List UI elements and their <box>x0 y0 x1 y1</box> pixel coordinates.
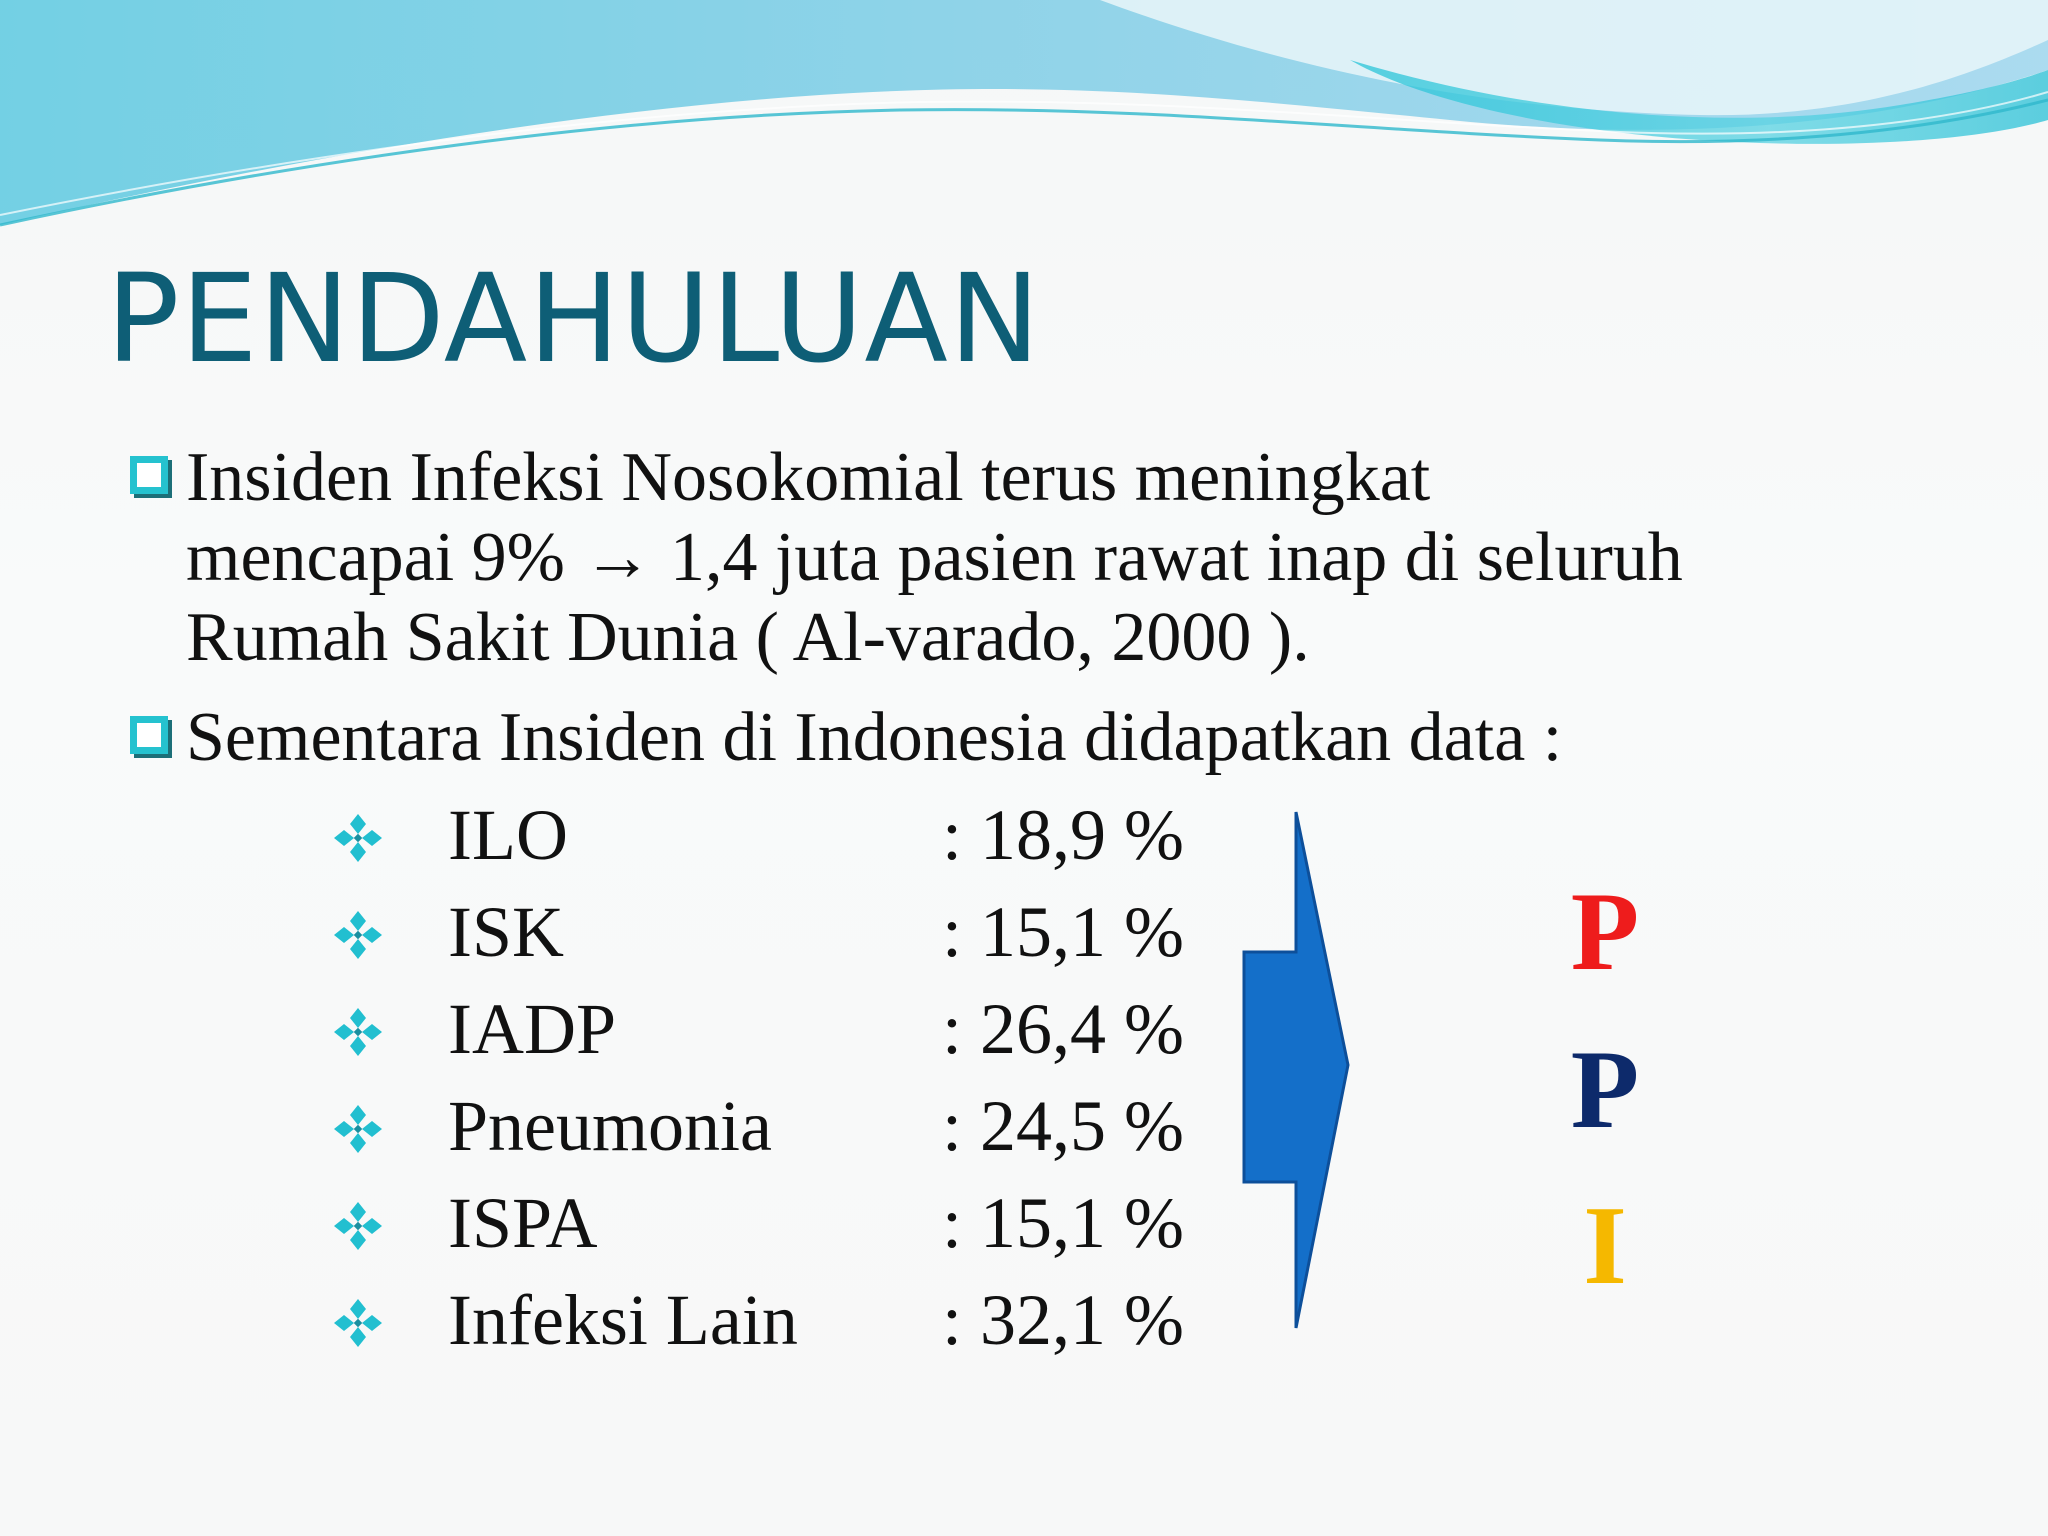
bullet-item-nosocomial <box>130 438 1683 678</box>
bullet-item-indonesia <box>130 698 1562 778</box>
acronym-letter-p2: P <box>1570 1028 1640 1152</box>
list-item <box>330 1275 1230 1372</box>
diamond-bullet-icon <box>330 1004 386 1060</box>
bullet-text-line: mencapai 9% → 1,4 juta pasien rawat inap di seluruh <box>186 519 1683 596</box>
list-item <box>330 790 1230 887</box>
right-arrow-icon <box>1240 810 1352 1330</box>
incidence-value: : 15,1 % <box>942 1183 1184 1263</box>
list-item <box>330 1178 1230 1275</box>
list-item <box>330 1081 1230 1178</box>
incidence-label: Pneumonia <box>448 1086 772 1166</box>
bullet-text-line: Insiden Infeksi Nosokomial terus meningkat <box>186 439 1431 516</box>
incidence-value: : 32,1 % <box>942 1280 1184 1360</box>
square-bullet-icon <box>130 716 168 754</box>
incidence-value: : 24,5 % <box>942 1086 1184 1166</box>
slide-title: PENDAHULUAN <box>106 248 1042 390</box>
diamond-bullet-icon <box>330 907 386 963</box>
diamond-bullet-icon <box>330 1101 386 1157</box>
incidence-list <box>330 790 1230 1372</box>
incidence-label: Infeksi Lain <box>448 1280 798 1360</box>
list-item <box>330 984 1230 1081</box>
incidence-value: : 26,4 % <box>942 989 1184 1069</box>
incidence-value: : 15,1 % <box>942 892 1184 972</box>
bullet-text-line: Rumah Sakit Dunia ( Al-varado, 2000 ). <box>186 599 1310 676</box>
incidence-label: ISK <box>448 892 565 972</box>
list-item <box>330 887 1230 984</box>
incidence-label: IADP <box>448 989 617 1069</box>
diamond-bullet-icon <box>330 1295 386 1351</box>
header-wave-decoration <box>0 0 2048 260</box>
diamond-bullet-icon <box>330 810 386 866</box>
bullet-text-line: Sementara Insiden di Indonesia didapatkan data : <box>186 699 1563 776</box>
acronym-letter-i: I <box>1583 1184 1627 1308</box>
diamond-bullet-icon <box>330 1198 386 1254</box>
incidence-label: ISPA <box>448 1183 598 1263</box>
square-bullet-icon <box>130 456 168 494</box>
incidence-label: ILO <box>448 795 568 875</box>
acronym-letter-p1: P <box>1570 870 1640 994</box>
incidence-value: : 18,9 % <box>942 795 1184 875</box>
